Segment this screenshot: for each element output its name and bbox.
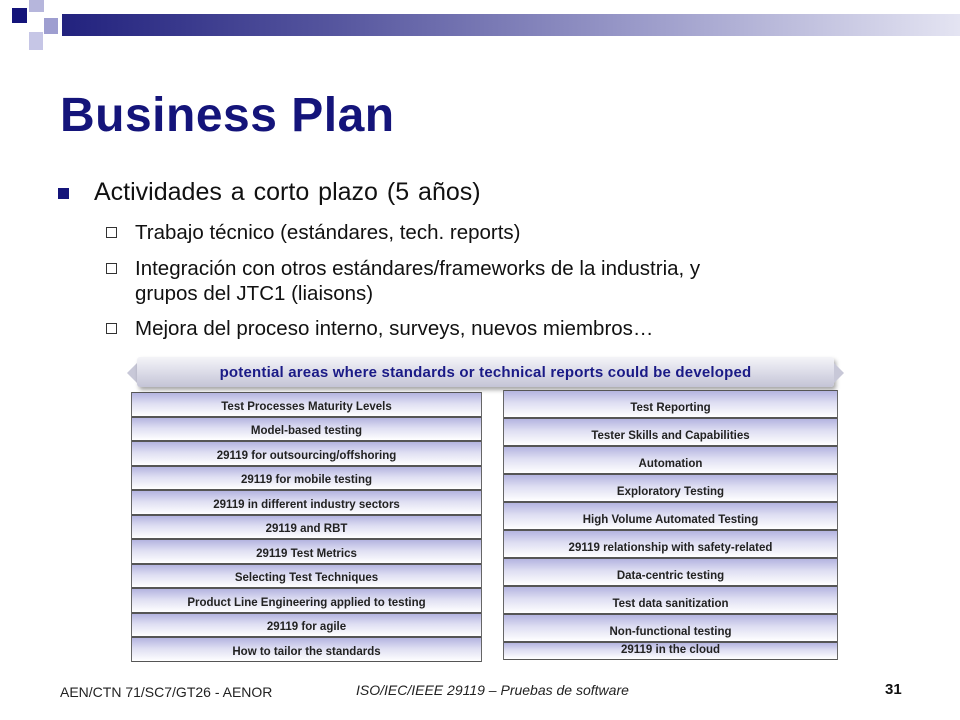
banner-left-arrow (127, 363, 137, 383)
decor-square-dark (12, 8, 27, 23)
left-areas-list (131, 392, 482, 662)
area-cell: Test Processes Maturity Levels (132, 392, 481, 417)
area-cell: 29119 for outsourcing/offshoring (132, 441, 481, 466)
area-cell: 29119 and RBT (132, 515, 481, 540)
hollow-square-bullet-icon (106, 227, 117, 238)
sub-bullet-text: Trabajo técnico (estándares, tech. reports) (135, 221, 521, 244)
header-gradient-bar (62, 14, 960, 36)
decor-square-mid (44, 18, 58, 34)
main-bullet-text: Actividades a corto plazo (5 años) (94, 178, 481, 206)
areas-banner: potential areas where standards or technical reports could be developed (137, 357, 834, 387)
sub-bullet-text (135, 256, 700, 306)
sub-bullet-text: Mejora del proceso interno, surveys, nuevos miembros… (135, 317, 654, 340)
area-cell: 29119 in the cloud (504, 642, 837, 660)
area-cell: Test data sanitization (504, 586, 837, 614)
area-cell: Tester Skills and Capabilities (504, 418, 837, 446)
area-cell: 29119 Test Metrics (132, 539, 481, 564)
right-areas-list (503, 390, 838, 660)
area-cell: Model-based testing (132, 417, 481, 442)
area-cell: Product Line Engineering applied to testing (132, 588, 481, 613)
decor-square-light (29, 0, 44, 12)
area-cell: Exploratory Testing (504, 474, 837, 502)
slide-title: Business Plan (60, 89, 395, 142)
area-cell: Non-functional testing (504, 614, 837, 642)
area-cell: Data-centric testing (504, 558, 837, 586)
hollow-square-bullet-icon (106, 263, 117, 274)
square-bullet-icon (58, 188, 69, 199)
area-cell: Automation (504, 446, 837, 474)
area-cell: 29119 relationship with safety-related (504, 530, 837, 558)
page-number: 31 (885, 681, 902, 698)
sub-bullet-line: grupos del JTC1 (liaisons) (135, 282, 374, 305)
area-cell: Selecting Test Techniques (132, 564, 481, 589)
footer-organization: AEN/CTN 71/SC7/GT26 - AENOR (60, 684, 273, 700)
area-cell: High Volume Automated Testing (504, 502, 837, 530)
area-cell: 29119 for agile (132, 613, 481, 638)
area-cell: Test Reporting (504, 390, 837, 418)
sub-bullet-line: Integración con otros estándares/frameworks de la industria, y (135, 257, 701, 280)
footer-title: ISO/IEC/IEEE 29119 – Pruebas de software (356, 682, 629, 698)
area-cell: How to tailor the standards (132, 637, 481, 662)
area-cell: 29119 for mobile testing (132, 466, 481, 491)
hollow-square-bullet-icon (106, 323, 117, 334)
decor-square-pale (29, 32, 43, 50)
area-cell: 29119 in different industry sectors (132, 490, 481, 515)
banner-right-arrow (834, 363, 844, 383)
